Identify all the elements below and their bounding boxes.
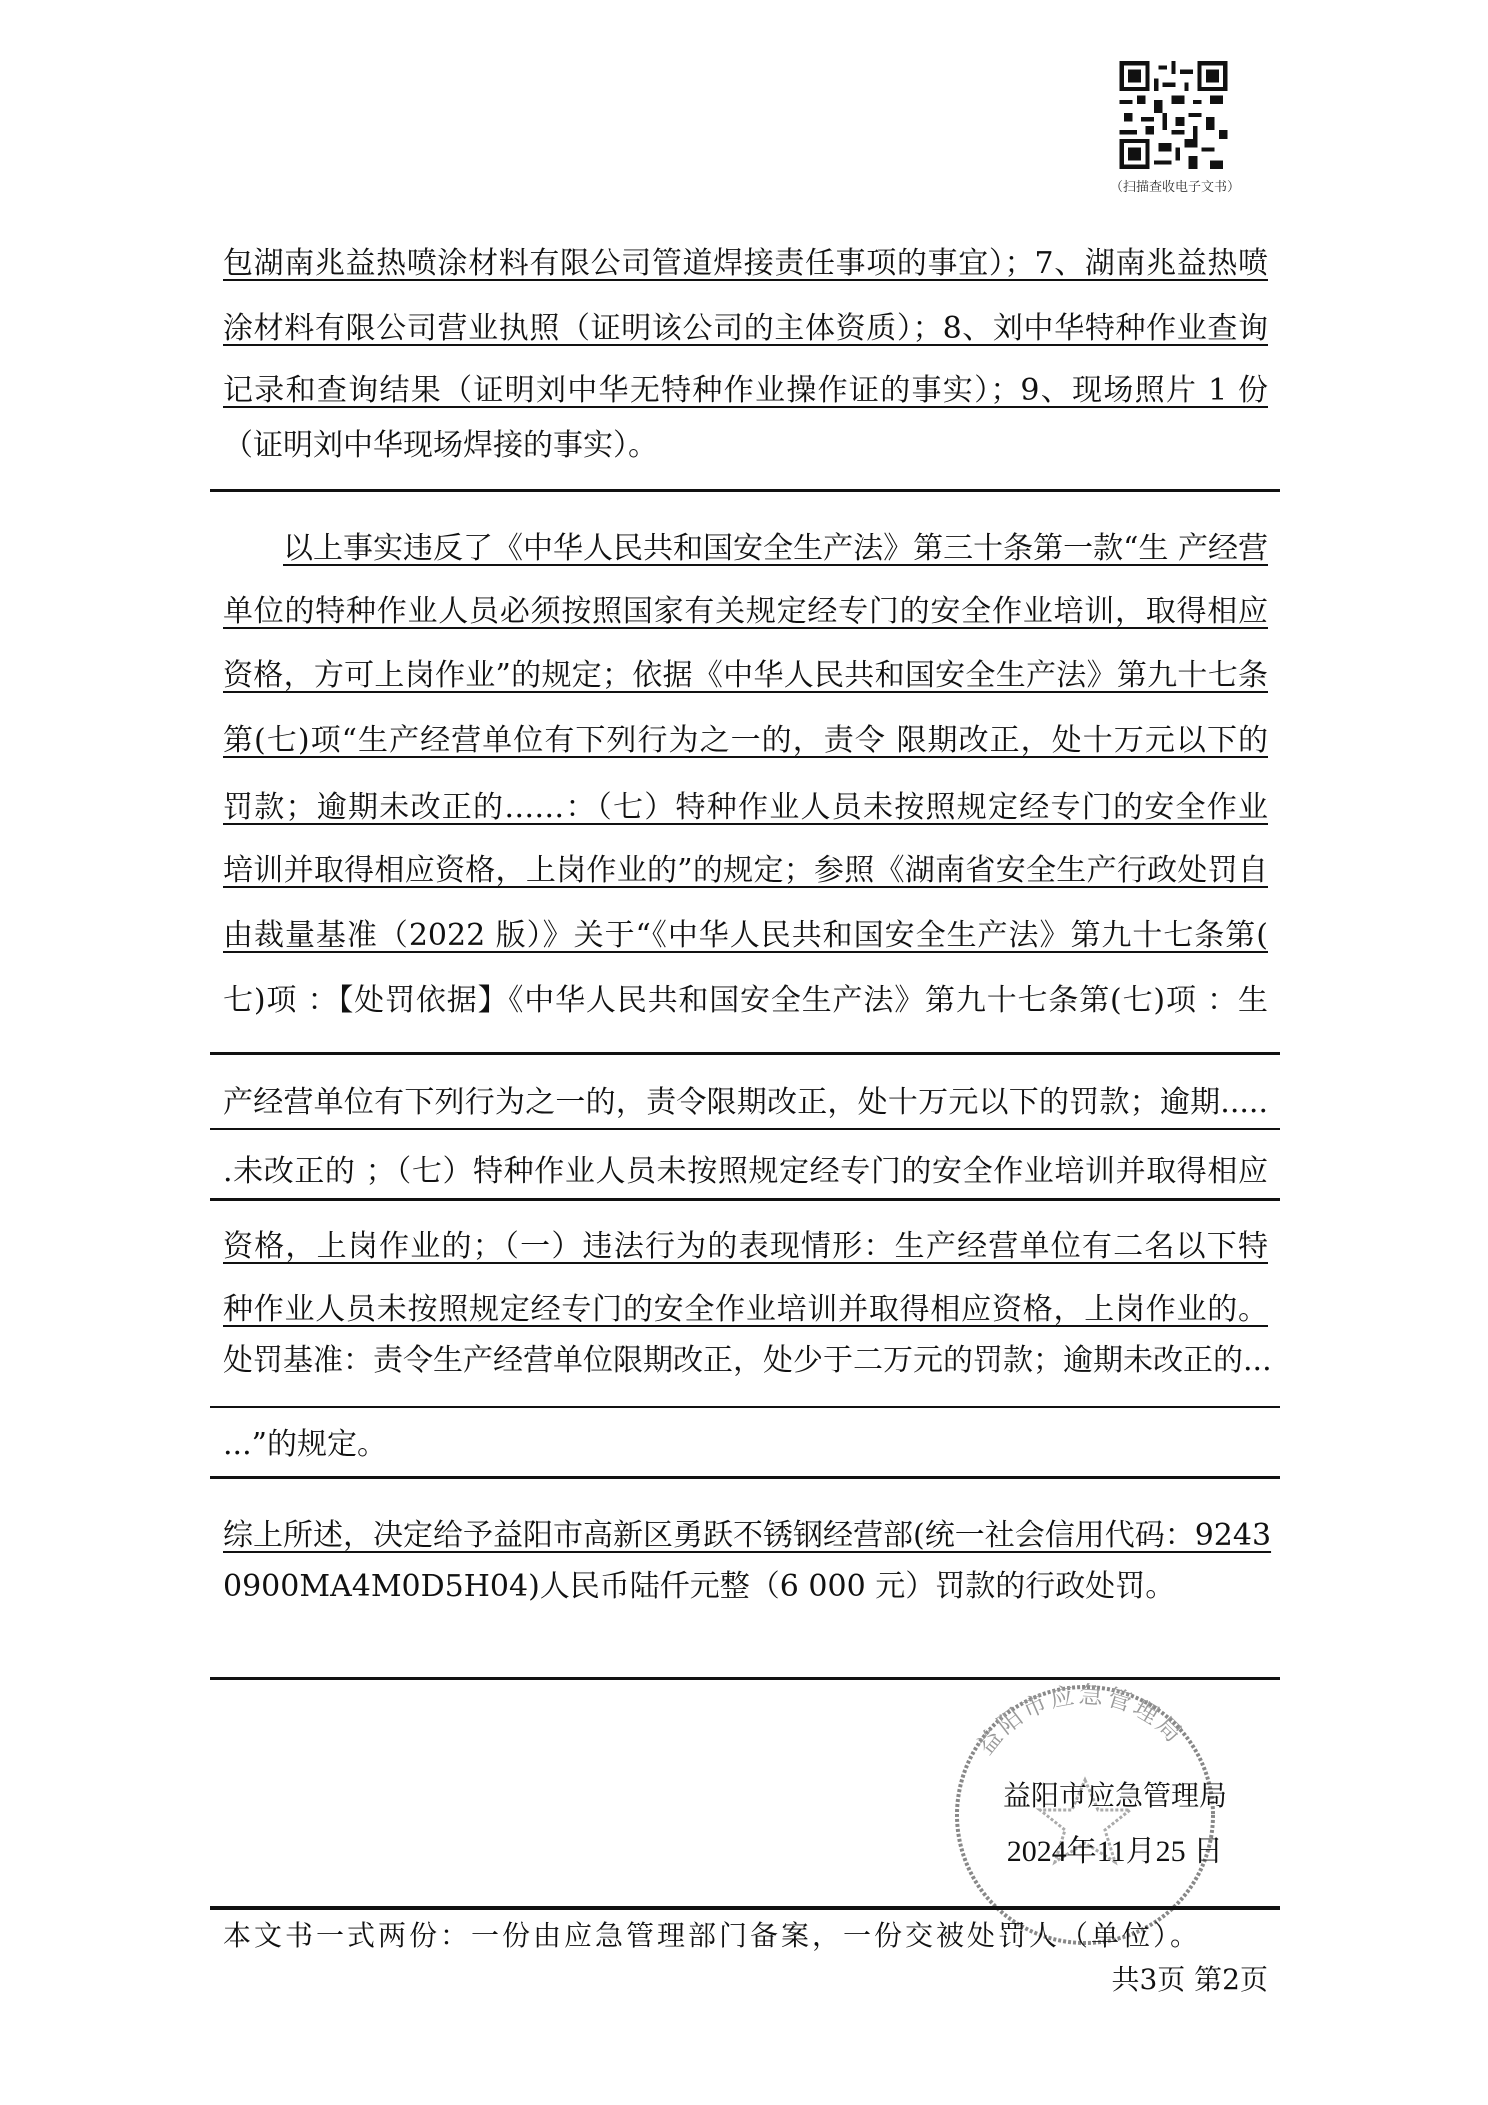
decision-line: 综上所述，决定给予益阳市高新区勇跃不锈钢经营部(统一社会信用代码：9243	[223, 1518, 1272, 1553]
decision-line: 0900MA4M0D5H04)人民币陆仟元整（6 000 元）罚款的行政处罚。	[223, 1569, 1176, 1604]
text-line: 由裁量基准（2022 版）》关于“《中华人民共和国安全生产法》第九十七条第(	[223, 918, 1268, 953]
page-number: 共3页 第2页	[1111, 1963, 1268, 1996]
divider	[210, 1128, 1280, 1130]
text-line: 涂材料有限公司营业执照（证明该公司的主体资质）；8、刘中华特种作业查询	[223, 311, 1268, 346]
text-line: .未改正的 ；（七）特种作业人员未按照规定经专门的安全作业培训并取得相应	[223, 1154, 1268, 1189]
divider	[210, 1476, 1280, 1479]
issuing-agency: 益阳市应急管理局	[1002, 1779, 1227, 1812]
text-line: 资格，上岗作业的；（一）违法行为的表现情形：生产经营单位有二名以下特	[223, 1229, 1268, 1264]
text-line: 包湖南兆益热喷涂材料有限公司管道焊接责任事项的事宜）；7、湖南兆益热喷	[223, 246, 1268, 281]
text-line: 单位的特种作业人员必须按照国家有关规定经专门的安全作业培训，取得相应	[223, 594, 1268, 629]
text-line: 以上事实违反了《中华人民共和国安全生产法》第三十条第一款“生 产经营	[283, 531, 1268, 566]
divider	[210, 1052, 1280, 1055]
qr-caption: （扫描查收电子文书）	[1109, 180, 1240, 195]
text-line: （证明刘中华现场焊接的事实）。	[223, 428, 658, 463]
text-line: 第(七)项“生产经营单位有下列行为之一的，责令 限期改正，处十万元以下的	[223, 723, 1268, 758]
text-line: 罚款；逾期未改正的……：（七）特种作业人员未按照规定经专门的安全作业	[223, 790, 1268, 825]
text-line: ...”的规定。	[223, 1427, 387, 1462]
text-line: 产经营单位有下列行为之一的，责令限期改正，处十万元以下的罚款；逾期.....	[223, 1085, 1268, 1120]
svg-text:益阳市应急管理局	[971, 1681, 1189, 1760]
divider	[210, 1906, 1280, 1910]
text-line: 记录和查询结果（证明刘中华无特种作业操作证的事实）；9、现场照片 1 份	[223, 373, 1268, 408]
copies-note: 本文书一式两份：一份由应急管理部门备案，一份交被处罚人（单位）。	[223, 1919, 1202, 1952]
divider	[210, 489, 1280, 492]
seal-text: 益阳市应急管理局	[971, 1680, 1190, 1760]
divider	[210, 1406, 1280, 1408]
issue-date: 2024年11月25 日	[1006, 1835, 1224, 1868]
qr-code	[1118, 61, 1229, 169]
text-line: 处罚基准：责令生产经营单位限期改正，处少于二万元的罚款；逾期未改正的...	[223, 1343, 1272, 1378]
text-line: 七)项 ：【处罚依据】《中华人民共和国安全生产法》第九十七条第(七)项 ：生	[223, 983, 1268, 1018]
text-line: 种作业人员未按照规定经专门的安全作业培训并取得相应资格，上岗作业的。	[223, 1292, 1268, 1327]
text-line: 培训并取得相应资格，上岗作业的”的规定；参照《湖南省安全生产行政处罚自	[223, 853, 1268, 888]
divider	[210, 1198, 1280, 1201]
text-line: 资格，方可上岗作业”的规定；依据《中华人民共和国安全生产法》第九十七条	[223, 658, 1268, 693]
